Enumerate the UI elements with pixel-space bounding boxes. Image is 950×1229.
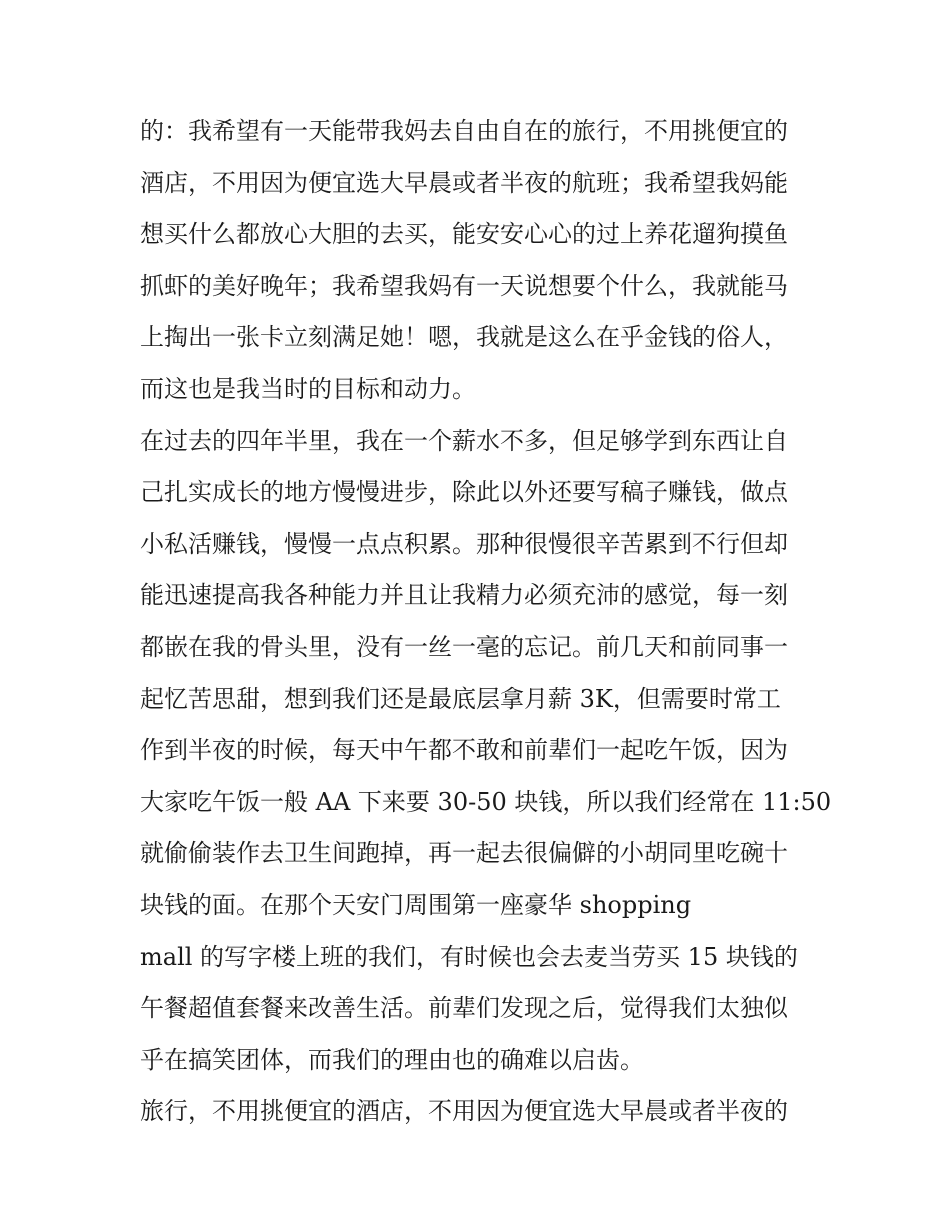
- text-line: 在过去的四年半里，我在一个薪水不多，但足够学到东西让自: [140, 426, 788, 455]
- text-line: 就偷偷装作去卫生间跑掉，再一起去很偏僻的小胡同里吃碗十: [140, 839, 788, 868]
- body-text: [140, 106, 832, 1138]
- text-line: 大家吃午饭一般 AA 下来要 30-50 块钱，所以我们经常在 11:50: [140, 787, 832, 816]
- paragraph-3: [140, 1086, 820, 1138]
- text-line: 午餐超值套餐来改善生活。前辈们发现之后，觉得我们太独似: [140, 994, 788, 1023]
- text-line: 上掏出一张卡立刻满足她！嗯，我就是这么在乎金钱的俗人，: [140, 323, 788, 352]
- text-line: 酒店，不用因为便宜选大早晨或者半夜的航班；我希望我妈能: [140, 168, 788, 197]
- text-line: 的：我希望有一天能带我妈去自由自在的旅行，不用挑便宜的: [140, 117, 788, 145]
- text-line: mall 的写字楼上班的我们，有时候也会去麦当劳买 15 块钱的: [140, 942, 798, 971]
- text-line: 己扎实成长的地方慢慢进步，除此以外还要写稿子赚钱，做点: [140, 478, 788, 507]
- text-line: 都嵌在我的骨头里，没有一丝一毫的忘记。前几天和前同事一: [140, 632, 788, 661]
- text-line: 小私活赚钱，慢慢一点点积累。那种很慢很辛苦累到不行但却: [140, 529, 788, 558]
- text-line: 能迅速提高我各种能力并且让我精力必须充沛的感觉，每一刻: [140, 581, 788, 610]
- text-line: 而这也是我当时的目标和动力。: [140, 374, 476, 403]
- text-line: 想买什么都放心大胆的去买，能安安心心的过上养花遛狗摸鱼: [140, 220, 788, 249]
- text-line: 抓虾的美好晚年；我希望我妈有一天说想要个什么，我就能马: [140, 271, 788, 300]
- text-line: 块钱的面。在那个天安门周围第一座豪华 shopping: [140, 890, 692, 919]
- text-line: 作到半夜的时候，每天中午都不敢和前辈们一起吃午饭，因为: [140, 736, 788, 765]
- paragraph-2: [140, 416, 832, 1087]
- text-line: 起忆苦思甜，想到我们还是最底层拿月薪 3K，但需要时常工: [140, 684, 781, 713]
- text-line: 乎在搞笑团体，而我们的理由也的确难以启齿。: [140, 1045, 644, 1074]
- paragraph-1: [140, 106, 820, 416]
- text-line: 旅行，不用挑便宜的酒店，不用因为便宜选大早晨或者半夜的: [140, 1097, 788, 1126]
